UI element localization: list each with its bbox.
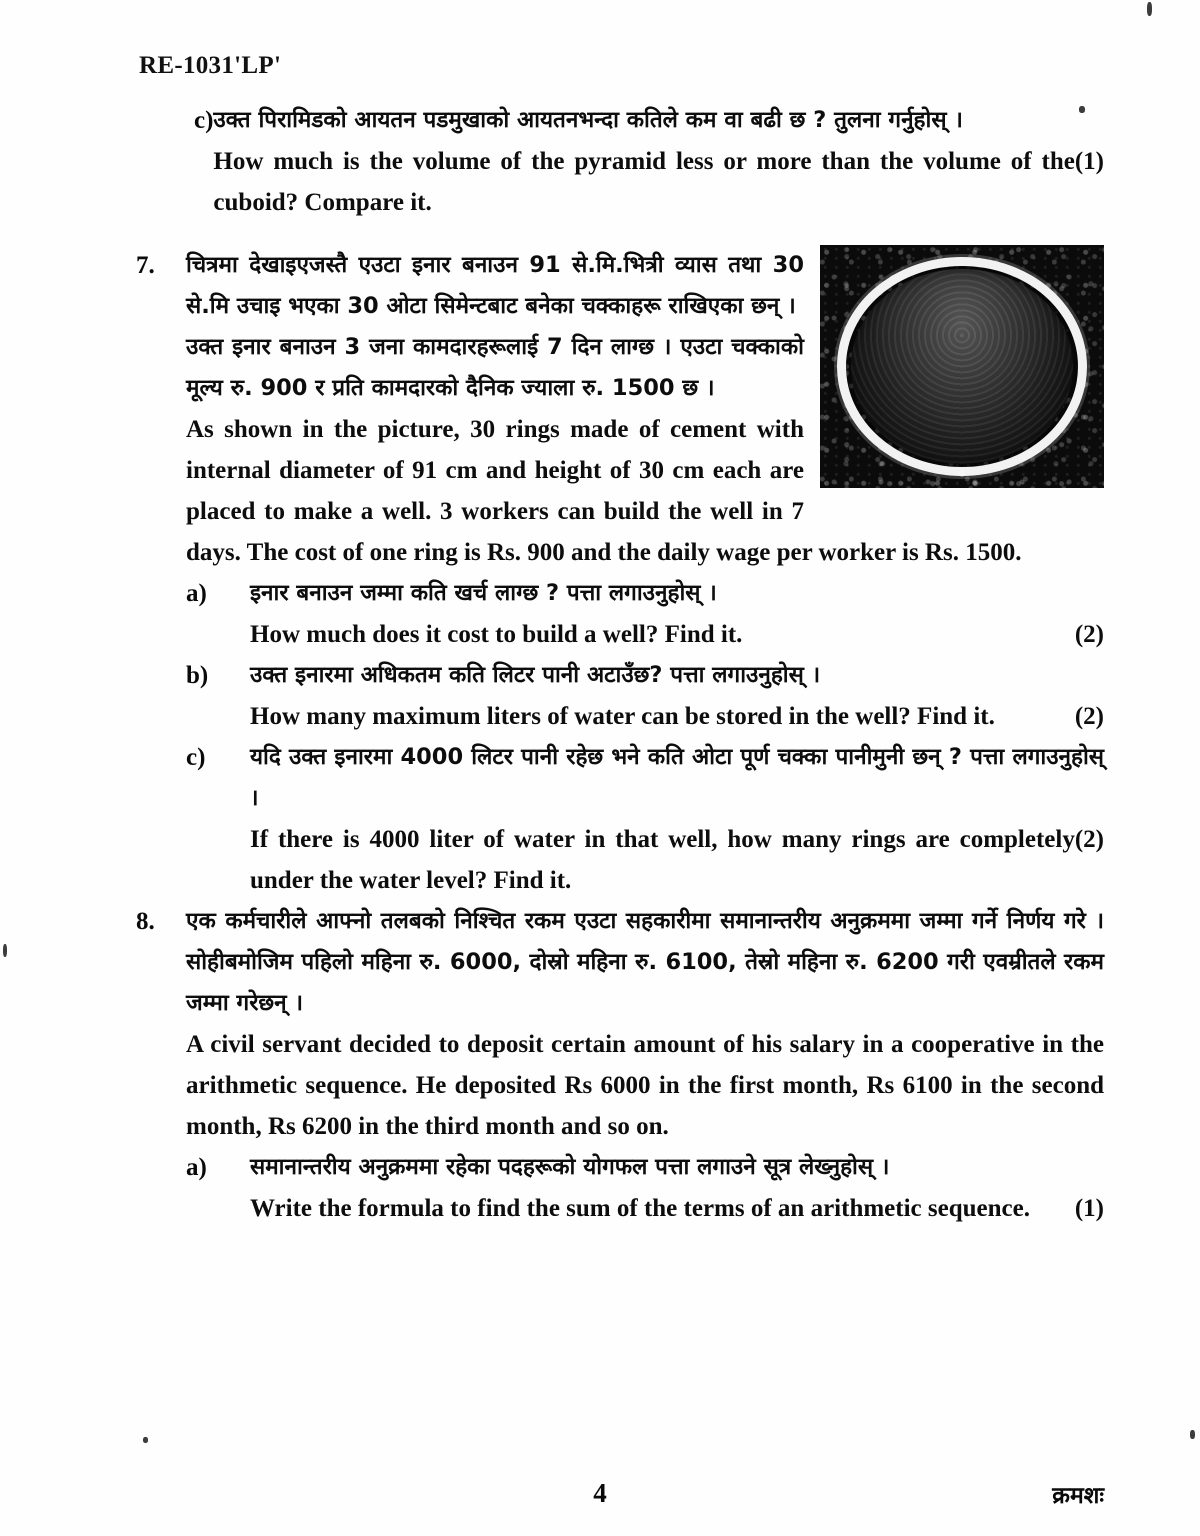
sub-question-label: c) <box>194 107 214 134</box>
question-nepali: एक कर्मचारीले आफ्नो तलबको निश्चित रकम एउटा सहकारीमा समानान्तरीय अनुक्रममा जम्मा गर्ने निर्णय गरे । सोहीबमोजिम पहिलो महिना रु. 6000, दोस्रो महिना रु. 6100, तेस्रो महिना रु. 6200 गरी एवम्रीतले रकम जम्मा गरेछन् । <box>186 908 1104 1016</box>
scan-artifact <box>1190 1430 1195 1439</box>
marks-value: (1) <box>1074 1195 1104 1222</box>
question-english: A civil servant decided to deposit certain amount of his salary in a cooperative in the arithmetic sequence. He deposited Rs 6000 in the first month, Rs 6100 in the second month, Rs 6200 in the third month and so on. <box>186 1031 1104 1140</box>
question-nepali-part1: चित्रमा देखाइएजस्तै एउटा इनार बनाउन 91 से.मि.भित्री व्यास तथा 30 से.मि उचाइ भएका 30 ओटा सिमेन्टबाट बनेका चक्काहरू राखिएका छन् । <box>186 252 804 319</box>
well-photo <box>820 245 1104 488</box>
sub-question-label: b) <box>186 662 209 689</box>
question-content <box>136 100 1104 1229</box>
paper-code: RE-1031'LP' <box>139 52 282 79</box>
question-item <box>136 100 1104 223</box>
marks-value: (1) <box>1074 148 1104 175</box>
question-english: As shown in the picture, 30 rings made of cement with internal diameter of 91 cm and height of 30 cm each are placed to make a well. 3 workers can build the well in 7 days. The cost of one ring is Rs. 900 and the daily wage per worker is Rs. 1500. <box>186 416 1022 566</box>
sub-question-label: a) <box>186 1154 207 1181</box>
sub-question-english: How many maximum liters of water can be stored in the well? Find it. <box>250 703 995 730</box>
question-number: 7. <box>136 252 155 279</box>
question-nepali-part2: उक्त इनार बनाउन 3 जना कामदारहरूलाई 7 दिन लाग्छ । एउटा चक्काको मूल्य रु. 900 र प्रति कामदारको दैनिक ज्याला रु. 1500 छ । <box>186 334 804 401</box>
scan-artifact <box>1147 2 1152 16</box>
continued-marker: क्रमशः <box>1052 1483 1104 1509</box>
question-number: 8. <box>136 908 155 935</box>
question-item <box>136 901 1104 1229</box>
sub-question-nepali: उक्त पिरामिडको आयतन पडमुखाको आयतनभन्दा कतिले कम वा बढी छ ? तुलना गर्नुहोस् । <box>213 107 963 133</box>
scan-artifact <box>3 944 7 957</box>
sub-question-item <box>186 573 1104 655</box>
marks-value: (2) <box>1074 826 1104 853</box>
sub-question-item <box>186 655 1104 737</box>
sub-question-english: If there is 4000 liter of water in that well, how many rings are completely under the water level? Find it. <box>250 826 1075 894</box>
sub-question-label: c) <box>186 744 206 771</box>
scan-artifact <box>1079 106 1085 113</box>
sub-question-label: a) <box>186 580 207 607</box>
sub-question-nepali: उक्त इनारमा अधिकतम कति लिटर पानी अटाउँछ? पत्ता लगाउनुहोस् । <box>250 662 821 688</box>
sub-question-english: How much is the volume of the pyramid less or more than the volume of the cuboid? Compare it. <box>213 148 1075 216</box>
marks-value: (2) <box>1074 703 1104 730</box>
well-photo-image <box>820 245 1104 488</box>
sub-question-english: How much does it cost to build a well? Find it. <box>250 621 743 648</box>
sub-question-nepali: यदि उक्त इनारमा 4000 लिटर पानी रहेछ भने कति ओटा पूर्ण चक्का पानीमुनी छन् ? पत्ता लगाउनुहोस् । <box>250 744 1104 811</box>
sub-question-nepali: इनार बनाउन जम्मा कति खर्च लाग्छ ? पत्ता लगाउनुहोस् । <box>250 580 717 606</box>
marks-value: (2) <box>1074 621 1104 648</box>
sub-question-item <box>186 737 1104 901</box>
sub-question-english: Write the formula to find the sum of the terms of an arithmetic sequence. <box>250 1195 1030 1222</box>
page-number: 4 <box>593 1478 607 1508</box>
scan-artifact <box>143 1437 148 1443</box>
sub-question-nepali: समानान्तरीय अनुक्रममा रहेका पदहरूको योगफल पत्ता लगाउने सूत्र लेख्नुहोस् । <box>250 1154 890 1180</box>
sub-question-item <box>186 1147 1104 1229</box>
question-item <box>136 245 1104 901</box>
